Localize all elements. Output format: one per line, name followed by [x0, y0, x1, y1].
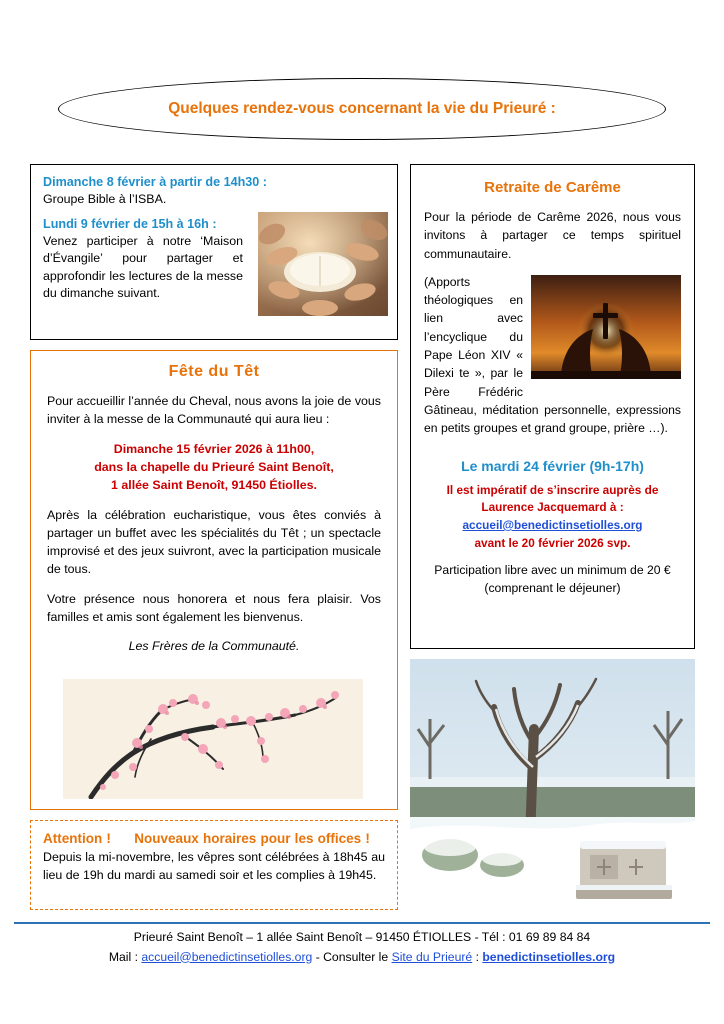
hands-around-bible-photo — [258, 212, 388, 316]
attention-body: Depuis la mi-novembre, les vêpres sont célébrées à 18h45 au lieu de 19h du mardi au samedi soir et les complies à 19h45. — [43, 849, 385, 882]
careme-participation-line-1: Participation libre avec un minimum de 20 € — [434, 563, 671, 578]
snow-covered-tree-and-stone-photo — [410, 659, 695, 911]
sunrise-cross-illustration — [531, 275, 681, 379]
tet-paragraph-3: Votre présence nous honorera et nous fera plaisir. Vos familles et amis sont également les bienvenus. — [47, 591, 381, 624]
event-1-heading: Dimanche 8 février à partir de 14h30 : — [43, 175, 267, 189]
hands-around-bible-illustration — [258, 212, 388, 316]
footer-contacts — [0, 948, 724, 968]
careme-red-line-2: Laurence Jacquemard à : — [481, 500, 624, 515]
careme-participation-line-2: (comprenant le déjeuner) — [484, 581, 621, 595]
tet-title: Fête du Têt — [168, 363, 260, 380]
footer — [0, 928, 724, 967]
careme-participation — [424, 562, 681, 597]
page-title: Quelques rendez-vous concernant la vie du Prieuré : — [168, 99, 556, 117]
careme-email-link[interactable]: accueil@benedictinsetiolles.org — [462, 517, 643, 532]
footer-site-url[interactable]: benedictinsetiolles.org — [482, 949, 616, 964]
careme-paragraph-2: (Apports théologiques en lien avec l’encyclique du Pape Léon XIV « Dilexi te », par le Père Frédéric Gâtineau, méditation personnelle, expressions en petits groupes et grand groupe, prière …). — [424, 274, 681, 436]
tet-highlight-line-3: 1 allée Saint Benoît, 91450 Étiolles. — [111, 477, 317, 492]
careme-registration — [424, 482, 681, 553]
cherry-blossom-illustration — [63, 679, 363, 799]
footer-site-label[interactable]: Site du Prieuré — [391, 949, 473, 964]
footer-separator: : — [475, 949, 479, 964]
event-2-heading: Lundi 9 février de 15h à 16h : — [43, 216, 217, 231]
footer-consult-label: - Consulter le — [315, 949, 389, 964]
events-box — [30, 164, 398, 340]
tet-box — [30, 350, 398, 810]
attention-box — [30, 820, 398, 910]
attention-strong-1: Attention ! — [43, 831, 111, 846]
careme-box — [410, 164, 695, 649]
attention-strong-2: Nouveaux horaires pour les offices ! — [134, 831, 370, 846]
careme-title: Retraite de Carême — [484, 179, 621, 196]
footer-email-link[interactable]: accueil@benedictinsetiolles.org — [141, 949, 313, 964]
attention-text — [43, 829, 385, 885]
careme-date: Le mardi 24 février (9h-17h) — [461, 457, 644, 474]
tet-highlight-line-1: Dimanche 15 février 2026 à 11h00, — [113, 441, 315, 456]
footer-divider — [14, 922, 710, 924]
careme-red-line-3: avant le 20 février 2026 svp. — [474, 535, 631, 550]
footer-address: Prieuré Saint Benoît – 1 allée Saint Benoît – 91450 ÉTIOLLES - Tél : 01 69 89 84 84 — [133, 930, 591, 944]
tet-signature: Les Frères de la Communauté. — [128, 638, 300, 653]
event-1-text: Groupe Bible à l’ISBA. — [43, 192, 167, 206]
header-oval — [58, 78, 666, 140]
cherry-blossom-painting — [63, 679, 363, 799]
winter-garden-illustration — [410, 659, 695, 911]
tet-highlight — [47, 441, 381, 495]
footer-mail-label: Mail : — [108, 949, 138, 964]
tet-highlight-line-2: dans la chapelle du Prieuré Saint Benoît, — [94, 459, 334, 474]
tet-paragraph-2: Après la célébration eucharistique, vous êtes conviés à partager un buffet avec les spécialités du Têt ; un spectacle improvisé et des jeux suivront, avec la participation musicale de tous. — [47, 507, 381, 576]
careme-paragraph-1: Pour la période de Carême 2026, nous vous invitons à partager ce temps spirituel communautaire. — [424, 210, 681, 261]
event-2-text: Venez participer à notre ‘Maison d’Évangile’ pour partager et approfondir les lectures de la messe du dimanche suivant. — [43, 233, 243, 301]
careme-red-line-1: Il est impératif de s’inscrire auprès de — [446, 482, 659, 497]
hands-holding-cross-sunrise-photo — [531, 275, 681, 379]
tet-paragraph-1: Pour accueillir l’année du Cheval, nous avons la joie de vous inviter à la messe de la Communauté qui aura lieu : — [47, 394, 381, 426]
